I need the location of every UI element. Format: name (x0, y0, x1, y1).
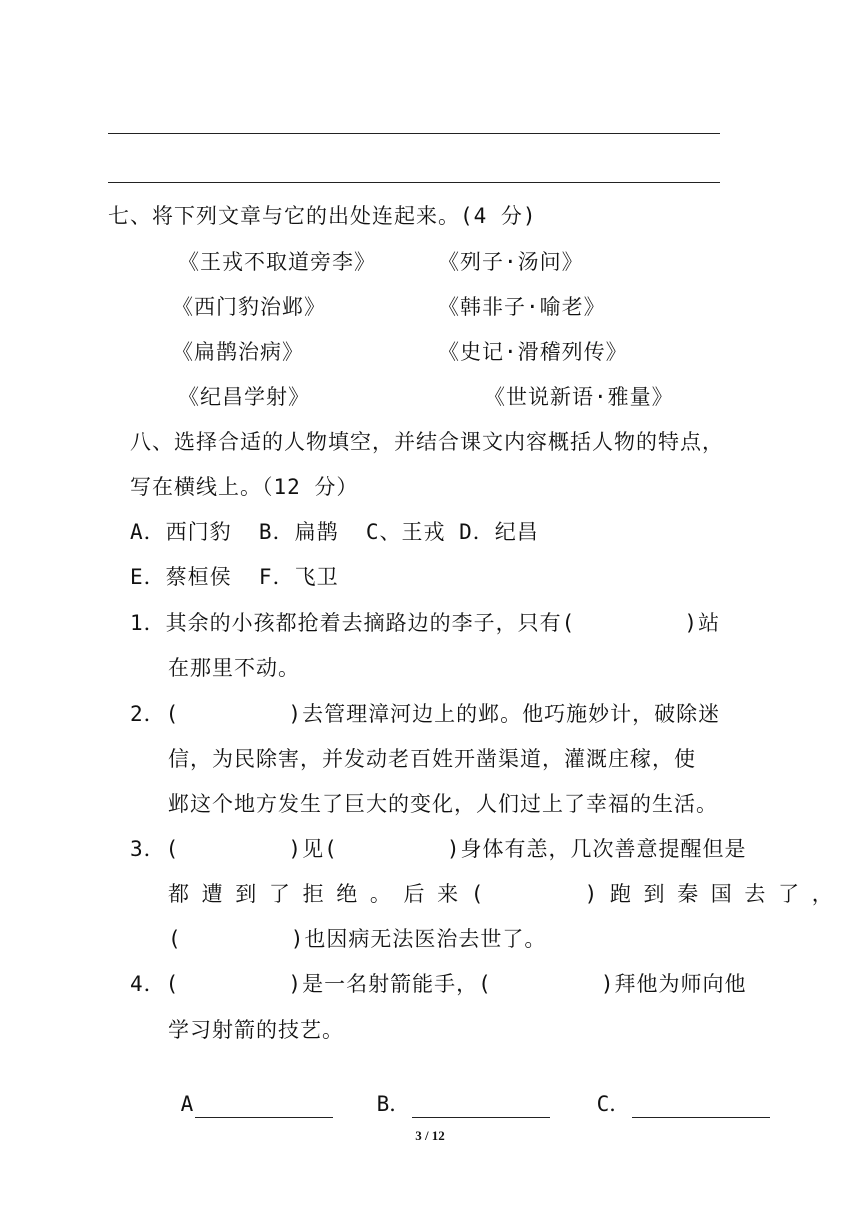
answer-c-label: C． (596, 1092, 631, 1116)
question-1-line2: 在那里不动。 (168, 656, 300, 680)
question-4-line2: 学习射箭的技艺。 (168, 1018, 344, 1042)
question-2-line3: 邺这个地方发生了巨大的变化，人们过上了幸福的生活。 (168, 792, 718, 816)
answer-a-label: A (180, 1092, 194, 1116)
article-4: 《纪昌学射》 (178, 385, 310, 409)
answer-line-2 (108, 182, 720, 183)
question-1-line1: 1．其余的小孩都抢着去摘路边的李子，只有( )站 (130, 611, 721, 635)
article-1: 《王戎不取道旁李》 (178, 250, 376, 274)
question-2-line1: 2．( )去管理漳河边上的邺。他巧施妙计，破除迷 (130, 702, 721, 726)
article-2: 《西门豹治邺》 (172, 295, 326, 319)
page-number: 3 / 12 (415, 1128, 445, 1143)
question-3-line1: 3．( )见( )身体有恙，几次善意提醒但是 (130, 837, 747, 861)
section8-heading-line2: 写在横线上。（12 分） (130, 475, 359, 499)
section8-heading-line1: 八、选择合适的人物填空，并结合课文内容概括人物的特点， (130, 430, 724, 454)
options-line1: A．西门豹 B．扁鹊 C、王戎 D．纪昌 (130, 520, 539, 544)
answer-b-label: B． (376, 1092, 411, 1116)
source-2: 《韩非子·喻老》 (438, 295, 606, 319)
question-4-line1: 4．( )是一名射箭能手，( )拜他为师向他 (130, 972, 747, 996)
article-3: 《扁鹊治病》 (172, 340, 304, 364)
source-1: 《列子·汤问》 (438, 250, 584, 274)
answer-a-blank[interactable] (195, 1097, 333, 1118)
source-4: 《世说新语·雅量》 (484, 385, 674, 409)
question-3-line2: 都 遭 到 了 拒 绝 。 后 来 ( ) 跑 到 秦 国 去 了 ， (168, 882, 833, 906)
question-2-line2: 信，为民除害，并发动老百姓开凿渠道，灌溉庄稼，使 (168, 747, 696, 771)
source-3: 《史记·滑稽列传》 (438, 340, 628, 364)
options-line2: E．蔡桓侯 F．飞卫 (130, 565, 339, 589)
question-3-line3: ( )也因病无法医治去世了。 (168, 927, 547, 951)
answer-c-blank[interactable] (632, 1097, 770, 1118)
answer-line-1 (108, 133, 720, 134)
answer-b-blank[interactable] (412, 1097, 550, 1118)
section7-heading: 七、将下列文章与它的出处连起来。(4 分) (108, 204, 537, 228)
